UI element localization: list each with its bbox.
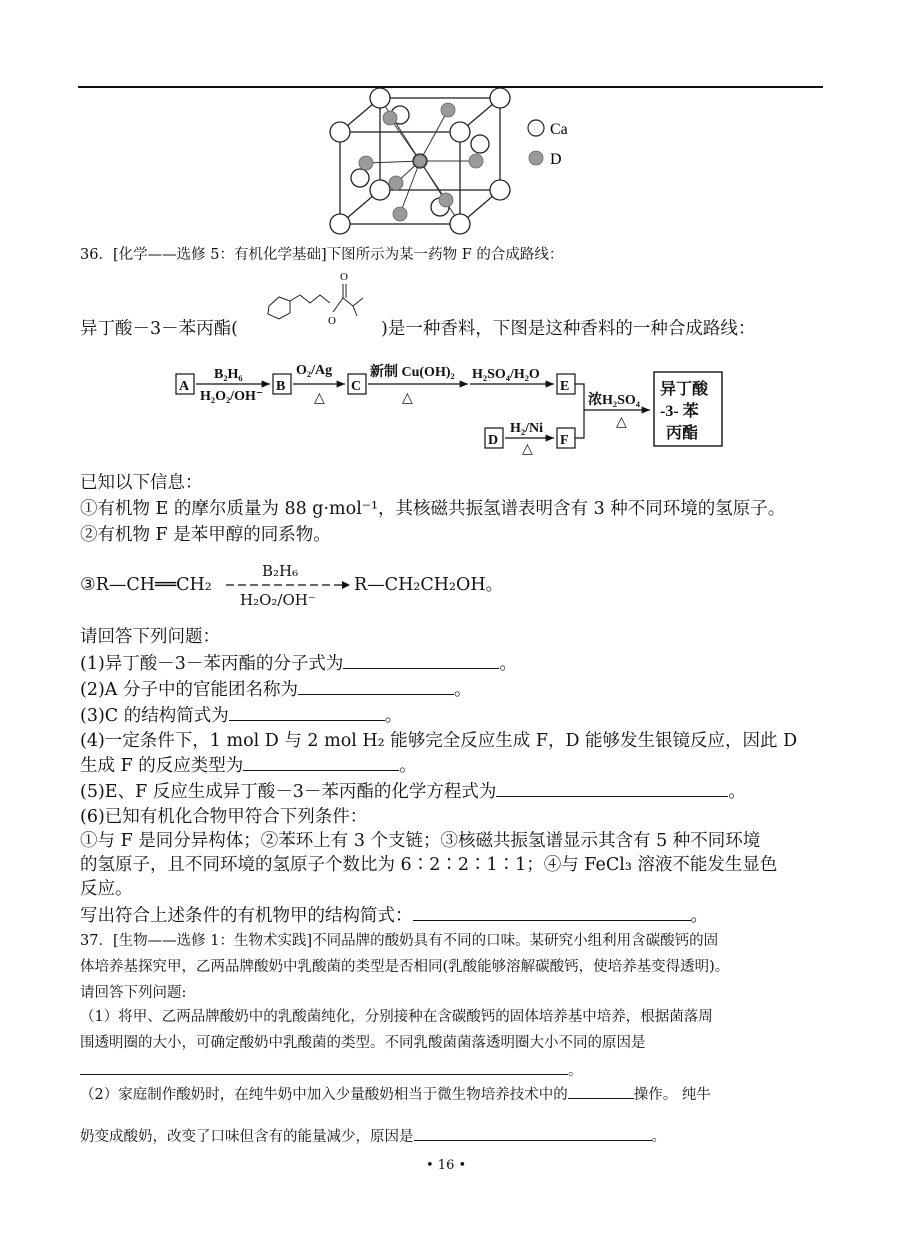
known-info-3-product: R—CH₂CH₂OH。: [354, 575, 504, 595]
answer-blank-37-2[interactable]: [568, 1082, 634, 1099]
known-info-3-reagent-top: B₂H₆: [262, 562, 299, 580]
crystal-structure-figure: [320, 88, 590, 240]
answer-blank-3[interactable]: [229, 702, 385, 721]
q37-part-2-line-1: （2）家庭制作酸奶时，在纯牛奶中加入少量酸奶相当于微生物培养技术中的 操作。 纯牛: [80, 1082, 711, 1106]
product-line-2: -3- 苯: [660, 403, 699, 420]
reagent-o2ag: O₂/Ag: [296, 363, 333, 378]
ester-oxygen: O: [328, 315, 336, 327]
question-1: (1)异丁酸－3－苯丙酯的分子式为 。: [80, 650, 517, 677]
q37-part-2-line-2: 奶变成酸奶，改变了口味但含有的能量减少，原因是 。: [80, 1124, 666, 1148]
q36-header: 36．[化学——选修 5：有机化学基础]下图所示为某一药物 F 的合成路线：: [80, 247, 564, 263]
reagent-h2o2: H₂O₂/OH⁻: [200, 389, 264, 404]
node-D: D: [488, 433, 499, 448]
carbonyl-oxygen: O: [340, 271, 348, 283]
q36-intro-prefix: 异丁酸－3－苯丙酯(: [80, 319, 238, 339]
question-6-cond-2: 的氢原子，且不同环境的氢原子个数比为 6∶2∶2∶1∶1；④与 FeCl₃ 溶液不能发生显色: [80, 855, 778, 875]
q36-intro-suffix: )是一种香料，下图是这种香料的一种合成路线：: [381, 319, 756, 339]
reagent-h2ni: H₂/Ni: [510, 421, 543, 436]
product-line-3: 丙酯: [666, 425, 699, 442]
reagent-b2h6: B₂H₆: [214, 367, 243, 382]
q37-line-2: 体培养基探究甲，乙两品牌酸奶中乳酸菌的类型是否相同(乳酸能够溶解碳酸钙，使培养基变得透明)。: [80, 959, 730, 975]
heat-symbol-2: △: [402, 391, 413, 406]
answer-blank-6[interactable]: [413, 902, 691, 921]
q37-line-3: 请回答下列问题:: [80, 985, 187, 1001]
question-6-cond-3: 反应。: [80, 879, 133, 899]
questions-title: 请回答下列问题：: [80, 627, 220, 647]
synthesis-route-diagram: [170, 352, 730, 456]
question-6-cond-1: ①与 F 是同分异构体；②苯环上有 3 个支链；③核磁共振氢谱显示其含有 5 种不同环境: [80, 831, 761, 851]
reagent-cuoh2: 新制 Cu(OH)₂: [370, 365, 455, 380]
q37-part-1-line-2: 围透明圈的大小，可确定酸奶中乳酸菌的类型。不同乳酸菌菌落透明圈大小不同的原因是: [80, 1035, 646, 1051]
q37-part-1-line-1: （1）将甲、乙两品牌酸奶中的乳酸菌纯化，分别接种在含碳酸钙的固体培养基中培养，根据菌落周: [80, 1009, 713, 1025]
heat-symbol-3: △: [522, 442, 533, 456]
answer-blank-5[interactable]: [496, 778, 728, 797]
q37-part-1-answer: 。: [80, 1058, 583, 1082]
page-number: • 16 •: [426, 1158, 467, 1173]
heat-symbol-1: △: [314, 391, 325, 406]
legend-ca-swatch: [528, 120, 544, 136]
node-F: F: [560, 433, 569, 448]
node-C: C: [351, 379, 362, 394]
d-atoms: [359, 103, 483, 221]
answer-blank-37-1[interactable]: [80, 1058, 568, 1075]
known-info-2: ②有机物 F 是苯甲醇的同系物。: [80, 525, 331, 545]
question-4-line-1: (4)一定条件下，1 mol D 与 2 mol H₂ 能够完全反应生成 F，D 能够发生银镜反应，因此 D: [80, 731, 798, 751]
answer-blank-4[interactable]: [243, 752, 399, 771]
legend-ca-label: Ca: [550, 121, 568, 138]
known-info-3-reactant: ③R—CH══CH₂: [80, 575, 212, 595]
answer-blank-2[interactable]: [298, 676, 454, 695]
legend-d-swatch: [529, 151, 543, 165]
ester-structure-formula: [255, 268, 380, 340]
answer-blank-1[interactable]: [343, 650, 499, 669]
known-info-1: ①有机物 E 的摩尔质量为 88 g·mol⁻¹，其核磁共振氢谱表明含有 3 种不同环境的氢原子。: [80, 499, 786, 519]
question-2: (2)A 分子中的官能团名称为 。: [80, 676, 472, 703]
question-3: (3)C 的结构简式为 。: [80, 702, 402, 729]
q37-line-1: 37．[生物——选修 1：生物术实践]不同品牌的酸奶具有不同的口味。某研究小组利用含碳酸钙的固: [80, 933, 719, 949]
known-info-title: 已知以下信息：: [80, 473, 203, 493]
known-info-3-reagent-bottom: H₂O₂/OH⁻: [240, 591, 316, 609]
heat-symbol-4: △: [616, 415, 627, 430]
legend-d-label: D: [550, 151, 562, 168]
node-E: E: [560, 379, 570, 394]
question-6: (6)已知有机化合物甲符合下列条件：: [80, 807, 368, 827]
reagent-h2so4-h2o: H₂SO₄/H₂O: [472, 367, 540, 382]
question-6-answer: 写出符合上述条件的有机物甲的结构简式： 。: [80, 902, 708, 929]
question-4-line-2: 生成 F 的反应类型为 。: [80, 752, 417, 779]
node-B: B: [276, 379, 286, 394]
reagent-conc-h2so4: 浓H₂SO₄: [588, 393, 640, 408]
question-5: (5)E、F 反应生成异丁酸－3－苯丙酯的化学方程式为 。: [80, 778, 746, 805]
answer-blank-37-3[interactable]: [414, 1124, 652, 1141]
product-line-1: 异丁酸: [660, 381, 709, 398]
node-A: A: [179, 379, 190, 394]
